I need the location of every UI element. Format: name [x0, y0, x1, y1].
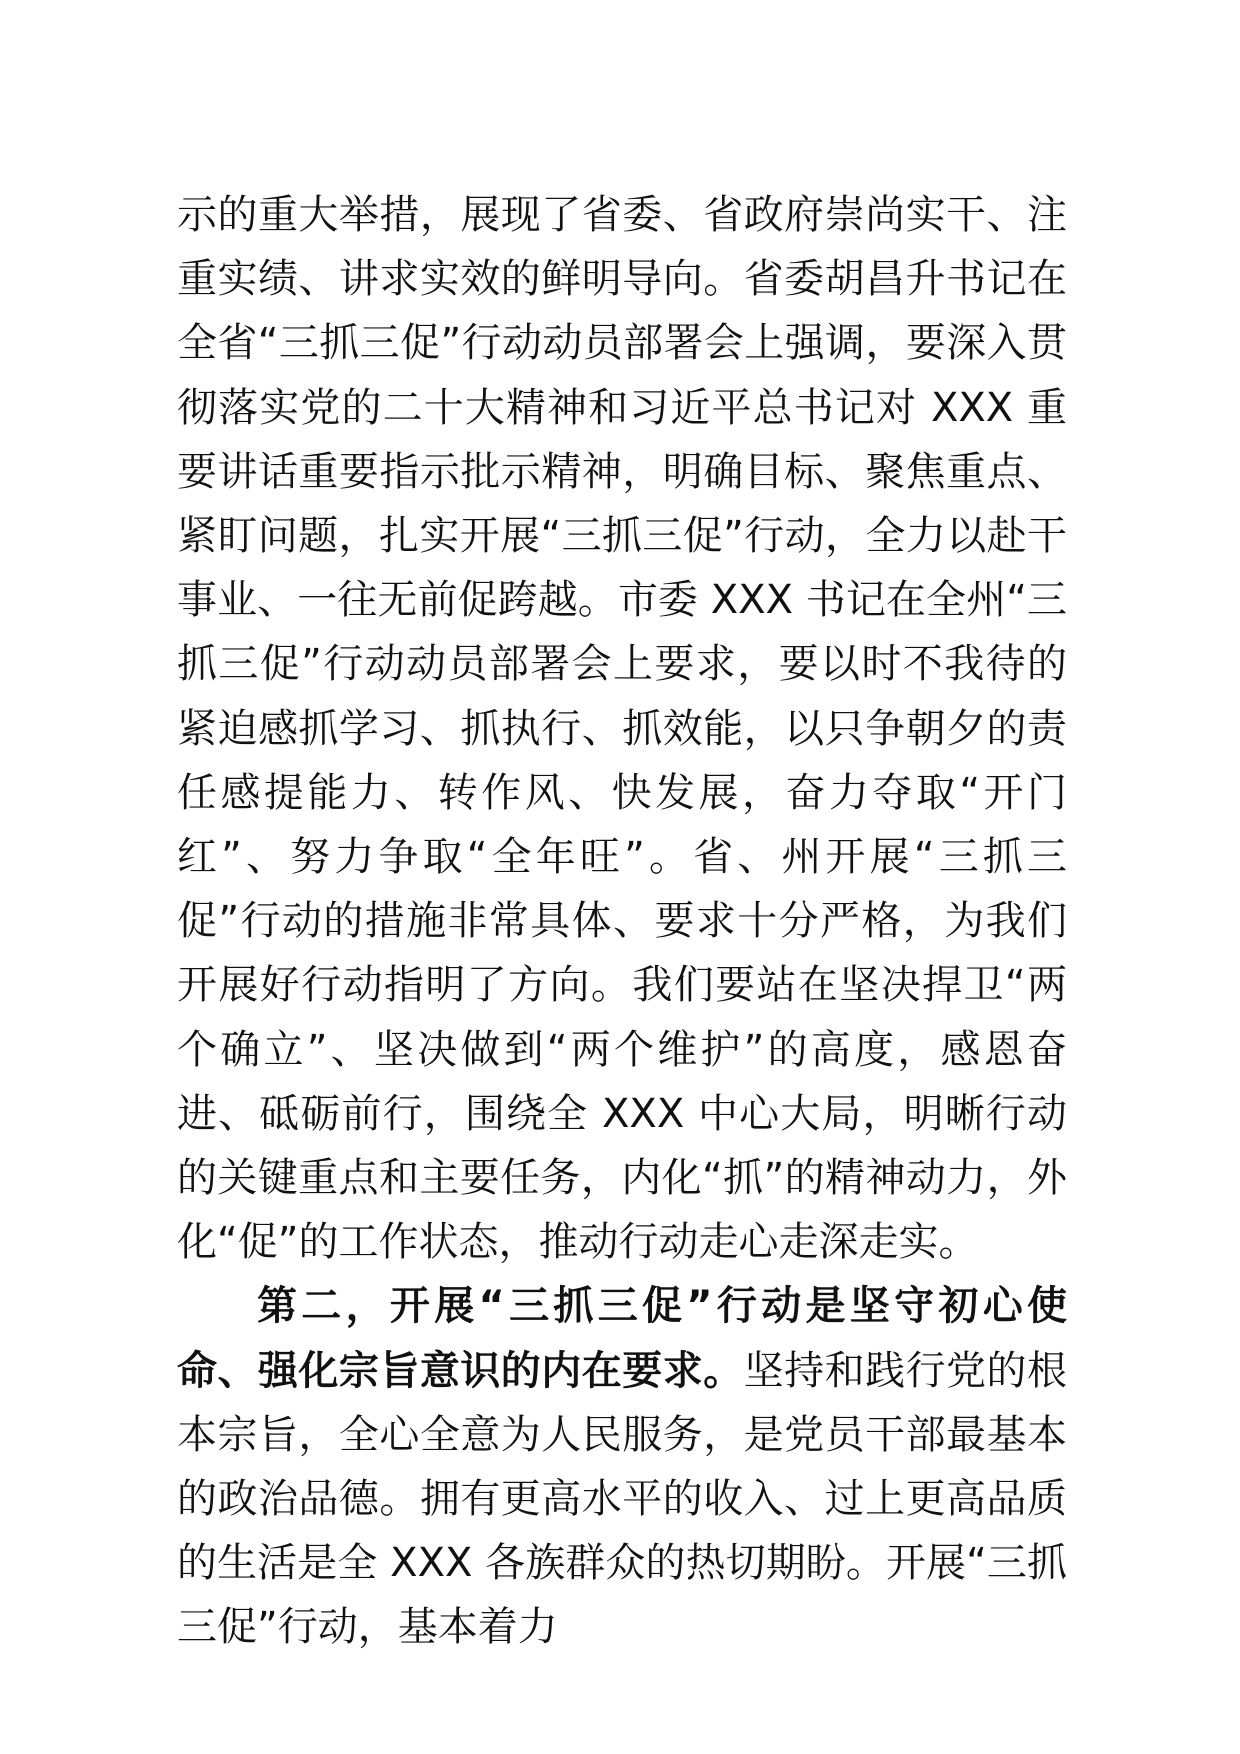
- document-body: [177, 183, 1067, 1660]
- paragraph-second-point: [177, 1274, 1067, 1659]
- paragraph-continuation: 示的重大举措，展现了省委、省政府崇尚实干、注重实绩、讲求实效的鲜明导向。省委胡昌升书记在全省“三抓三促”行动动员部署会上强调，要深入贯彻落实党的二十大精神和习近平总书记对 XXX 重要讲话重要指示批示精神，明确目标、聚焦重点、紧盯问题，扎实开展“三抓三促”行动，全力以赴干事业、一往无前促跨越。市委 XXX 书记在全州“三抓三促”行动动员部署会上要求，要以时不我待的紧迫感抓学习、抓执行、抓效能，以只争朝夕的责任感提能力、转作风、快发展，奋力夺取“开门红”、努力争取“全年旺”。省、州开展“三抓三促”行动的措施非常具体、要求十分严格，为我们开展好行动指明了方向。我们要站在坚决捍卫“两个确立”、坚决做到“两个维护”的高度，感恩奋进、砥砺前行，围绕全 XXX 中心大局，明晰行动的关键重点和主要任务，内化“抓”的精神动力，外化“促”的工作状态，推动行动走心走深走实。: [177, 192, 1067, 1266]
- paragraph-body-text: 坚持和践行党的根本宗旨，全心全意为人民服务，是党员干部最基本的政治品德。拥有更高水平的收入、过上更高品质的生活是全 XXX 各族群众的热切期盼。开展“三抓三促”行动，基本着力: [177, 1347, 1068, 1651]
- paragraph-lead-sentence: 第二，开展“三抓三促”行动是坚守初心使命、强化宗旨意识的内在要求。: [177, 1283, 1067, 1394]
